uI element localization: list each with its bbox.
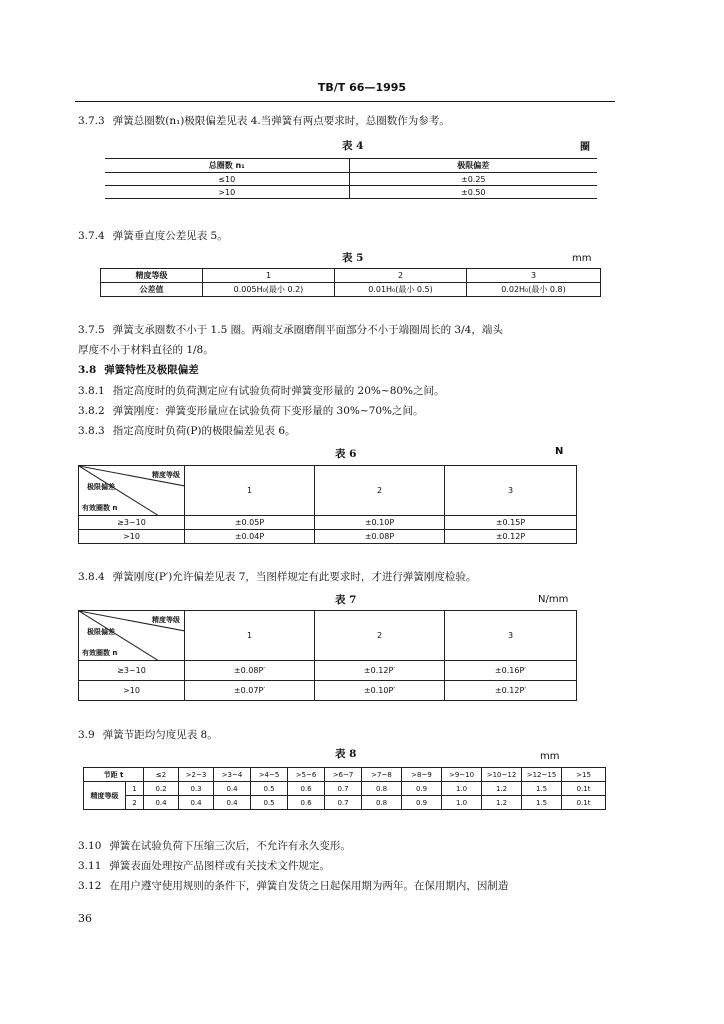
table-row: [79, 661, 577, 681]
table-cell: ±0.12P: [445, 530, 577, 544]
pitch-range: >7~8: [362, 768, 402, 782]
table-row: [84, 796, 606, 810]
table-cell: 0.6: [288, 782, 325, 796]
table-cell: 0.4: [214, 796, 251, 810]
grade-cell: 1: [126, 782, 144, 796]
section-text: 弹簧在试验负荷下压缩三次后，不允许有永久变形。: [109, 840, 351, 852]
table-cell: 2: [335, 269, 467, 283]
table-cell: >10: [105, 186, 349, 199]
table-row: [101, 283, 601, 297]
section-number: 3.8: [78, 364, 97, 376]
table-cell: ±0.08P: [315, 530, 445, 544]
diag-label-grade: 精度等级: [152, 616, 180, 624]
table-cell: 0.8: [362, 782, 402, 796]
table-cell: 0.5: [251, 796, 288, 810]
table-5-caption: 表 5: [342, 252, 364, 264]
pitch-range: >8~9: [402, 768, 442, 782]
table-cell: 0.1t: [562, 796, 606, 810]
grade-cell: 2: [126, 796, 144, 810]
table-row: [79, 466, 577, 516]
table-cell: 0.3: [179, 782, 214, 796]
table-cell: ±0.25: [349, 173, 597, 186]
table-4-caption: 表 4: [342, 140, 364, 152]
table-cell: 0.7: [325, 782, 362, 796]
section-text: 厚度不小于材料直径的 1/8。: [78, 344, 214, 356]
table-6-unit: N: [555, 446, 564, 457]
table-cell: 0.9: [402, 796, 442, 810]
table-cell: 0.4: [179, 796, 214, 810]
section-3-8-2: [78, 403, 618, 420]
table-cell: 0.9: [402, 782, 442, 796]
table-cell: 精度等级: [101, 269, 203, 283]
table-row: [79, 611, 577, 661]
pitch-range: >6~7: [325, 768, 362, 782]
table-row: [79, 681, 577, 701]
diag-label-coils: 有效圈数 n: [82, 504, 118, 512]
section-number: 3.7.3: [78, 115, 105, 127]
section-3-8-1: [78, 383, 618, 400]
table-cell: 0.005H₀(最小 0.2): [203, 283, 335, 297]
pitch-range: >15: [562, 768, 606, 782]
grade-header: 1: [185, 611, 315, 661]
table-cell: 0.01H₀(最小 0.5): [335, 283, 467, 297]
table-8-caption: 表 8: [335, 748, 357, 760]
section-number: 3.11: [78, 860, 102, 872]
section-3-7-5-cont: [78, 342, 618, 359]
table-cell: 0.1t: [562, 782, 606, 796]
pitch-range: ≤2: [144, 768, 179, 782]
pitch-label: 节距 t: [84, 768, 144, 782]
section-text: 弹簧刚度(P′)允许偏差见表 7，当图样规定有此要求时，才进行弹簧刚度检验。: [112, 571, 477, 583]
table-5-unit: mm: [572, 253, 592, 264]
grade-header: 1: [185, 466, 315, 516]
pitch-range: >2~3: [179, 768, 214, 782]
table-cell: >10: [79, 681, 185, 701]
section-number: 3.8.1: [78, 385, 105, 397]
table-8: [83, 767, 606, 810]
section-3-11: [78, 858, 618, 875]
section-text: 弹簧总圈数(n₁)极限偏差见表 4.当弹簧有两点要求时，总圈数作为参考。: [112, 115, 450, 127]
section-3-9: [78, 727, 618, 744]
table-row: [84, 782, 606, 796]
table-cell: ±0.12P′: [315, 661, 445, 681]
document-code: TB/T 66—1995: [317, 81, 407, 94]
table-cell: 0.4: [214, 782, 251, 796]
header-rule: [75, 101, 615, 102]
section-text: 弹簧节距均匀度见表 8。: [102, 729, 218, 741]
table-cell: ±0.16P′: [445, 661, 577, 681]
table-cell: ≥3~10: [79, 516, 185, 530]
section-text: 指定高度时负荷(P)的极限偏差见表 6。: [112, 425, 296, 437]
section-3-7-3: [78, 113, 618, 130]
section-text: 弹簧表面处理按产品图样或有关技术文件规定。: [109, 860, 330, 872]
table-cell: 1.0: [442, 796, 482, 810]
table-cell: 0.2: [144, 782, 179, 796]
page-number: 36: [78, 912, 92, 925]
table-cell: 0.6: [288, 796, 325, 810]
table-7-caption: 表 7: [335, 594, 357, 606]
grade-header: 3: [445, 466, 577, 516]
table-cell: ±0.10P′: [315, 681, 445, 701]
table-cell: ±0.50: [349, 186, 597, 199]
section-text: 弹簧支承圈数不小于 1.5 圈。两端支承圈磨削平面部分不小于端圈周长的 3/4，端头: [112, 324, 503, 336]
table-7-unit: N/mm: [538, 594, 569, 605]
table-cell: ±0.12P′: [445, 681, 577, 701]
section-number: 3.7.4: [78, 230, 105, 242]
section-number: 3.8.2: [78, 405, 105, 417]
table-row: [84, 768, 606, 782]
table-cell: 1.2: [482, 796, 522, 810]
section-3-12: [78, 878, 618, 895]
table-cell: 公差值: [101, 283, 203, 297]
section-3-8-4: [78, 569, 618, 586]
table-4-header: 极限偏差: [349, 159, 597, 173]
table-6: [78, 465, 577, 544]
table-cell: 1.5: [522, 782, 562, 796]
table-6-caption: 表 6: [335, 448, 357, 460]
section-number: 3.12: [78, 880, 102, 892]
section-3-7-5: [78, 322, 618, 339]
section-3-10: [78, 838, 618, 855]
table-7: [78, 610, 577, 701]
table-cell: 0.4: [144, 796, 179, 810]
pitch-range: >9~10: [442, 768, 482, 782]
table-cell: 3: [467, 269, 601, 283]
diag-label-grade: 精度等级: [152, 471, 180, 479]
table-row: [79, 530, 577, 544]
table-cell: 1.5: [522, 796, 562, 810]
table-4: [105, 158, 597, 199]
pitch-range: >5~6: [288, 768, 325, 782]
diag-label-coils: 有效圈数 n: [82, 649, 118, 657]
section-text: 在用户遵守使用规则的条件下，弹簧自发货之日起保用期为两年。在保用期内，因制造: [109, 880, 509, 892]
section-text: 弹簧特性及极限偏差: [104, 364, 199, 376]
pitch-range: >10~12: [482, 768, 522, 782]
table-cell: 1: [203, 269, 335, 283]
table-8-unit: mm: [540, 751, 560, 762]
diag-label-deviation: 极限偏差: [87, 483, 115, 491]
diag-label-deviation: 极限偏差: [87, 628, 115, 636]
section-number: 3.8.4: [78, 571, 105, 583]
section-text: 指定高度时的负荷测定应有试验负荷时弹簧变形量的 20%~80%之间。: [112, 385, 445, 397]
diagonal-header-cell: [79, 466, 185, 516]
table-row: [79, 516, 577, 530]
section-3-8-3: [78, 423, 618, 440]
grade-label: 精度等级: [84, 782, 126, 810]
pitch-range: >4~5: [251, 768, 288, 782]
table-cell: ≥3~10: [79, 661, 185, 681]
table-4-header: 总圈数 n₁: [105, 159, 349, 173]
table-cell: 0.02H₀(最小 0.8): [467, 283, 601, 297]
table-row: [105, 173, 597, 186]
section-3-8: [78, 362, 618, 379]
table-cell: ±0.05P: [185, 516, 315, 530]
table-cell: ±0.10P: [315, 516, 445, 530]
table-4-unit: 圈: [580, 142, 590, 153]
table-cell: 1.2: [482, 782, 522, 796]
table-row: [101, 269, 601, 283]
table-cell: ≤10: [105, 173, 349, 186]
section-number: 3.9: [78, 729, 95, 741]
table-5: [100, 268, 601, 297]
grade-header: 2: [315, 466, 445, 516]
table-cell: >10: [79, 530, 185, 544]
section-text: 弹簧垂直度公差见表 5。: [112, 230, 228, 242]
diagonal-header-cell: [79, 611, 185, 661]
table-cell: 0.8: [362, 796, 402, 810]
pitch-range: >3~4: [214, 768, 251, 782]
table-row: [105, 186, 597, 199]
table-cell: ±0.04P: [185, 530, 315, 544]
grade-header: 2: [315, 611, 445, 661]
table-cell: 1.0: [442, 782, 482, 796]
table-cell: ±0.15P: [445, 516, 577, 530]
table-cell: ±0.08P′: [185, 661, 315, 681]
grade-header: 3: [445, 611, 577, 661]
section-number: 3.7.5: [78, 324, 105, 336]
table-cell: 0.7: [325, 796, 362, 810]
section-number: 3.10: [78, 840, 102, 852]
section-3-7-4: [78, 228, 618, 245]
section-number: 3.8.3: [78, 425, 105, 437]
table-cell: ±0.07P′: [185, 681, 315, 701]
table-cell: 0.5: [251, 782, 288, 796]
section-text: 弹簧刚度：弹簧变形量应在试验负荷下变形量的 30%~70%之间。: [112, 405, 424, 417]
pitch-range: >12~15: [522, 768, 562, 782]
